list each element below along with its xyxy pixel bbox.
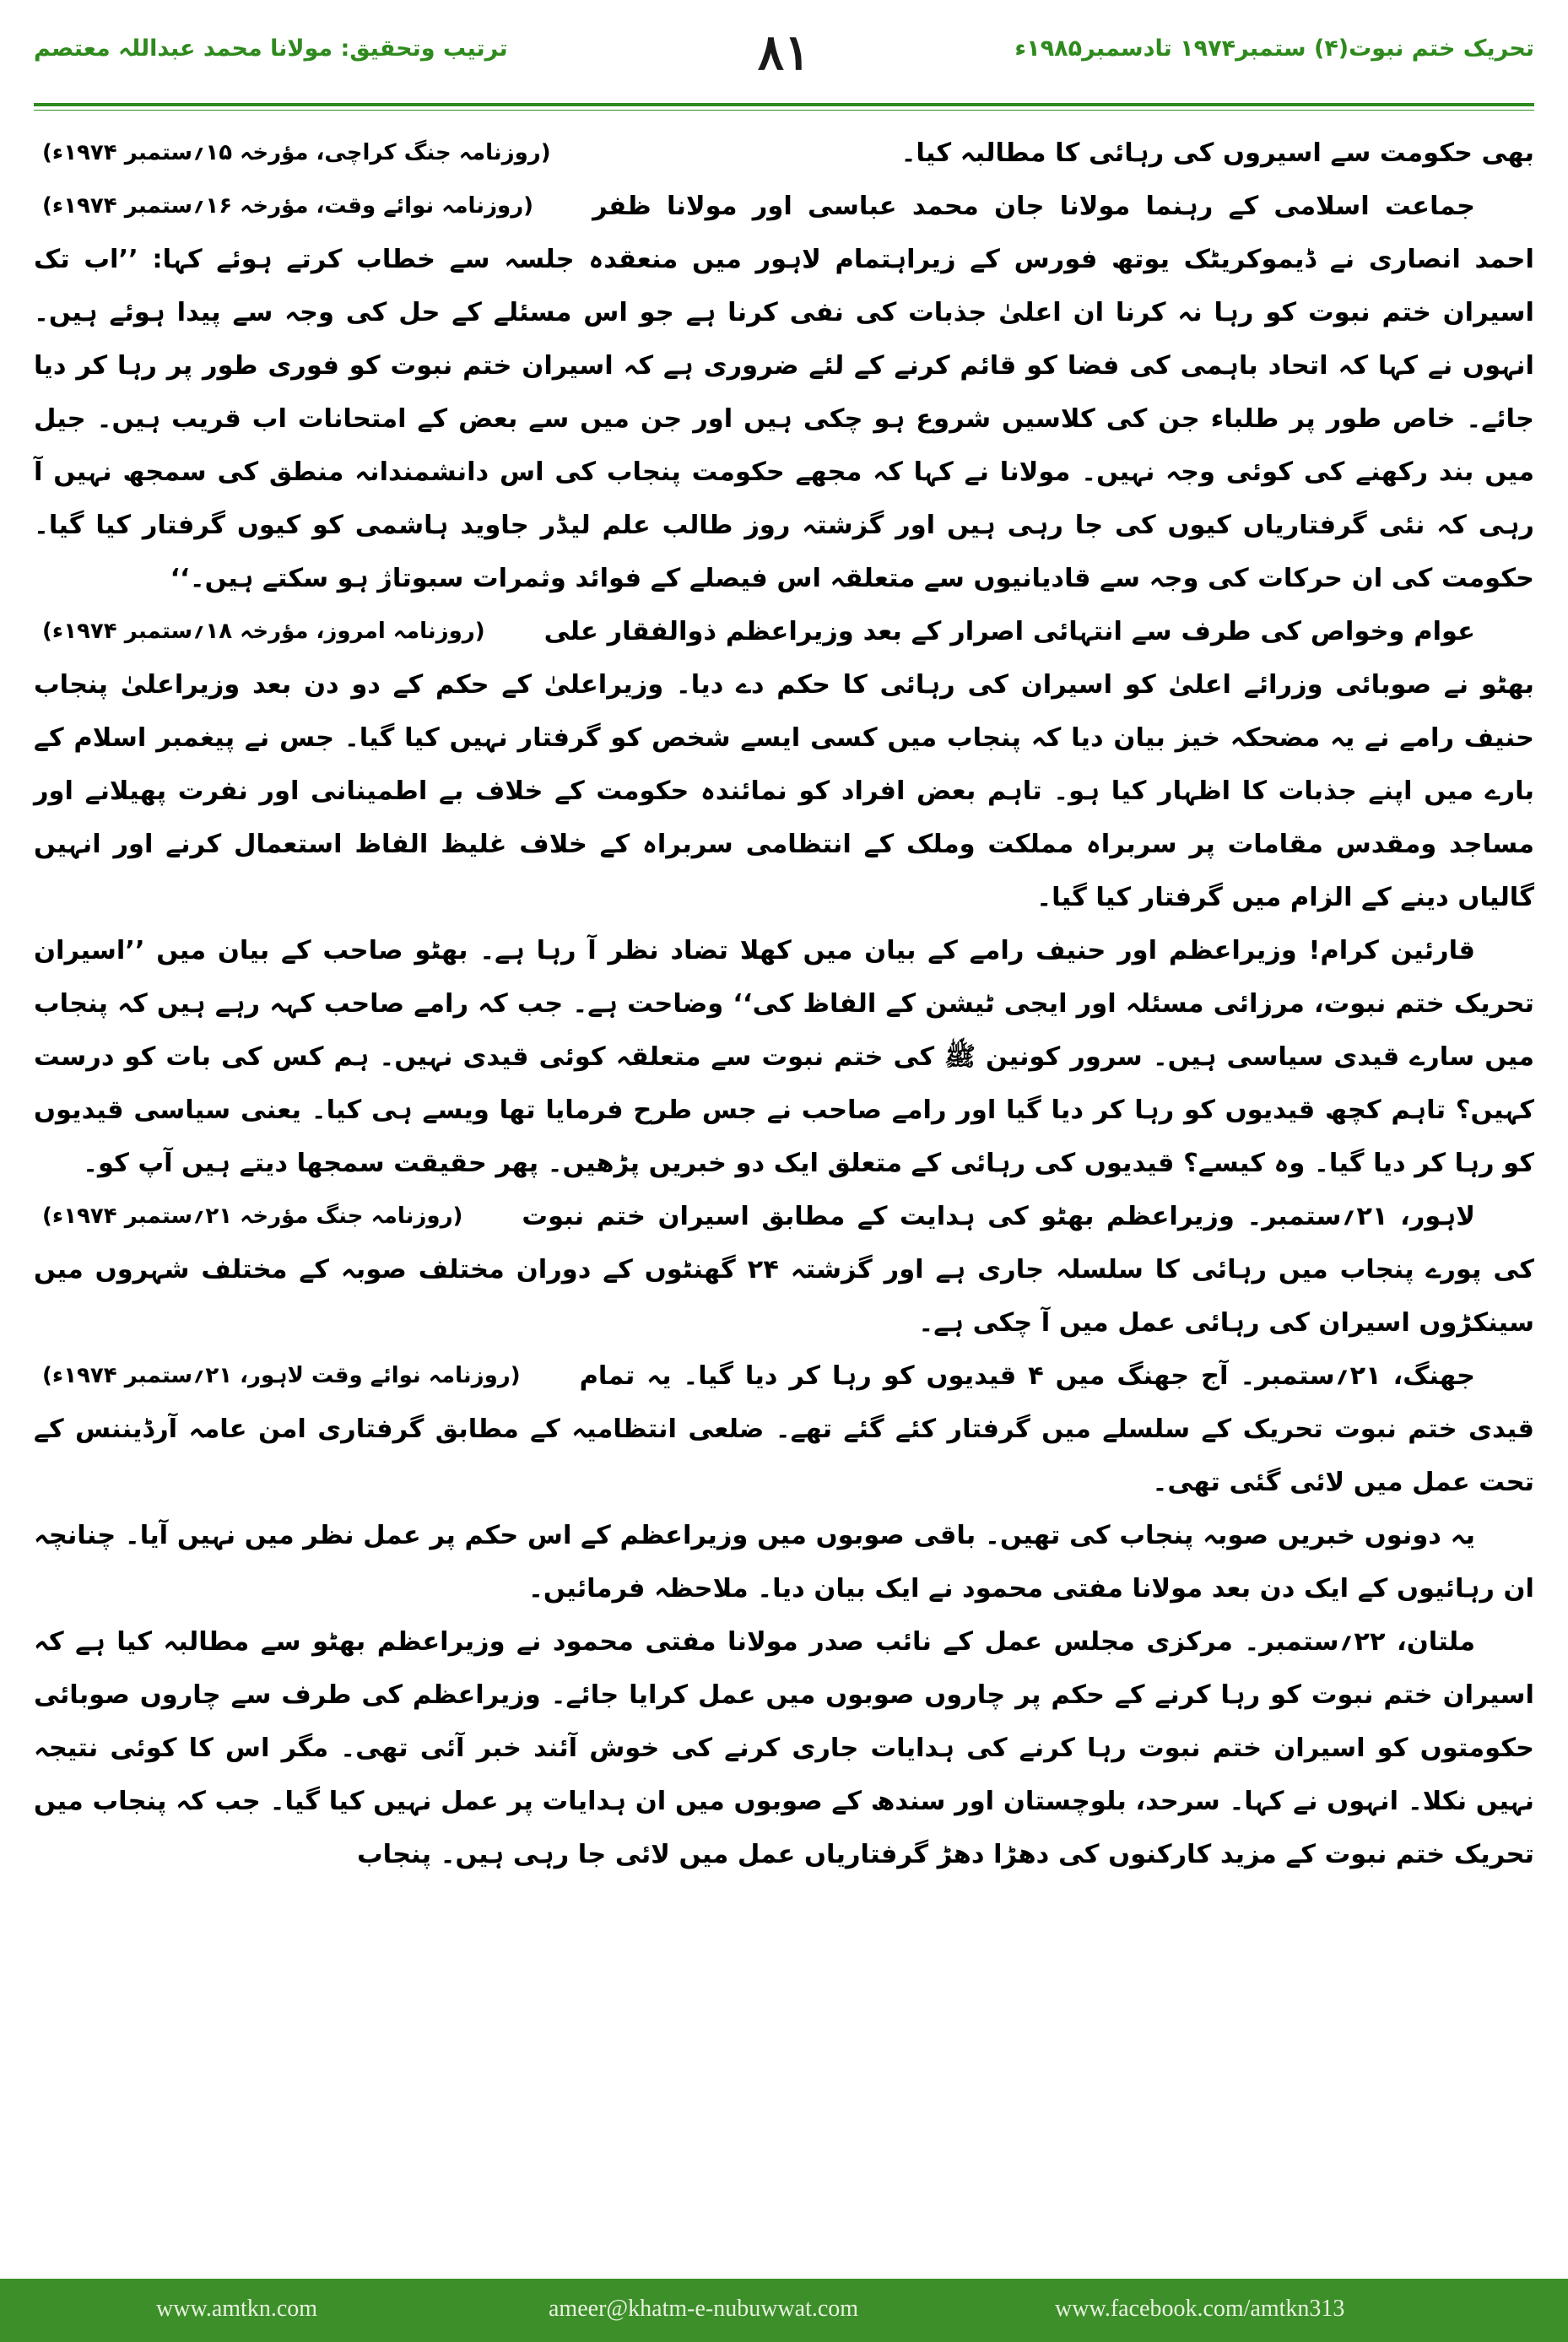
source-citation: (روزنامہ نوائے وقت لاہور، ۲۱؍ستمبر ۱۹۷۴ء) [42, 1363, 521, 1388]
page-number: ۸۱ [757, 24, 811, 81]
paragraph-text: جماعت اسلامی کے رہنما مولانا جان محمد عباسی اور مولانا ظفر احمد انصاری نے ڈیموکریٹک یوتھ فورس کے زیراہتمام لاہور میں منعقدہ جلسہ سے خطاب کرتے ہوئے کہا: ’’اب تک اسیران ختم نبوت کو رہا نہ کرنا ان اعلیٰ جذبات کی نفی کرنا ہے جو اس مسئلے کے حل کی وجہ سے پیدا ہوئے ہیں۔ انہوں نے کہا کہ اتحاد باہمی کی فضا کو قائم کرنے کے لئے ضروری ہے کہ اسیران ختم نبوت کو فوری طور پر رہا کر دیا جائے۔ خاص طور پر طلباء جن کی کلاسیں شروع ہو چکی ہیں اور جن میں سے بعض کے امتحانات اب قریب ہیں۔ جیل میں بند رکھنے کی کوئی وجہ نہیں۔ مولانا نے کہا کہ مجھے حکومت پنجاب کی اس دانشمندانہ منطق کی سمجھ نہیں آ رہی کہ نئی گرفتاریاں کیوں کی جا رہی ہیں اور گزشتہ روز طالب علم لیڈر جاوید ہاشمی کو کیوں گرفتار کیا گیا۔ حکومت کی ان حرکات کی وجہ سے قادیانیوں سے متعلقہ اس فیصلے کے فوائد وثمرات سبوتاژ ہو سکتے ہیں۔‘‘ [34, 192, 1534, 593]
paragraph-text: لاہور، ۲۱؍ستمبر۔ وزیراعظم بھٹو کی ہدایت کے مطابق اسیران ختم نبوت کی پورے پنجاب میں رہائی کا سلسلہ جاری ہے اور گزشتہ ۲۴ گھنٹوں کے دوران مختلف صوبہ کے مختلف شہروں میں سینکڑوں اسیران کی رہائی عمل میں آ چکی ہے۔ [34, 1202, 1534, 1338]
paragraph [34, 180, 1534, 605]
page-footer [0, 2279, 1568, 2342]
paragraph-text: یہ دونوں خبریں صوبہ پنجاب کی تھیں۔ باقی صوبوں میں وزیراعظم کے اس حکم پر عمل نظر میں نہیں آیا۔ چنانچہ ان رہائیوں کے ایک دن بعد مولانا مفتی محمود نے ایک بیان دیا۔ ملاحظہ فرمائیں۔ [34, 1521, 1534, 1604]
source-citation: (روزنامہ نوائے وقت، مؤرخہ ۱۶؍ستمبر ۱۹۷۴ء) [42, 193, 534, 219]
footer-facebook-link[interactable]: www.facebook.com/amtkn313 [1055, 2296, 1345, 2322]
paragraph-text: قارئین کرام! وزیراعظم اور حنیف رامے کے بیان میں کھلا تضاد نظر آ رہا ہے۔ بھٹو صاحب کے بیان میں ’’اسیران تحریک ختم نبوت، مرزائی مسئلہ اور ایجی ٹیشن کے الفاظ کی‘‘ وضاحت ہے۔ جب کہ رامے صاحب کہہ رہے ہیں کہ پنجاب میں سارے قیدی سیاسی ہیں۔ سرور کونین ﷺ کی ختم نبوت سے متعلقہ کوئی قیدی نہیں۔ ہم کس کی بات کو درست کہیں؟ تاہم کچھ قیدیوں کو رہا کر دیا گیا اور رامے صاحب نے جس طرح فرمایا تھا ویسے ہی کیا۔ یعنی سیاسی قیدیوں کو رہا کر دیا گیا۔ وہ کیسے؟ قیدیوں کی رہائی کے متعلق ایک دو خبریں پڑھیں۔ پھر حقیقت سمجھا دیتے ہیں آپ کو۔ [34, 936, 1534, 1178]
source-citation: (روزنامہ جنگ کراچی، مؤرخہ ۱۵؍ستمبر ۱۹۷۴ء) [42, 140, 551, 165]
source-citation: (روزنامہ امروز، مؤرخہ ۱۸؍ستمبر ۱۹۷۴ء) [42, 619, 485, 644]
header-divider [34, 103, 1534, 111]
paragraph [34, 127, 1534, 180]
paragraph [34, 1509, 1534, 1615]
footer-website-link[interactable]: www.amtkn.com [156, 2296, 318, 2322]
paragraph [34, 605, 1534, 924]
source-citation: (روزنامہ جنگ مؤرخہ ۲۱؍ستمبر ۱۹۷۴ء) [42, 1203, 463, 1229]
paragraph [34, 924, 1534, 1190]
paragraph [34, 1190, 1534, 1349]
paragraph [34, 1349, 1534, 1509]
book-title: تحریک ختم نبوت(۴) ستمبر۱۹۷۴ تادسمبر۱۹۸۵ء [1014, 35, 1534, 62]
footer-email-link[interactable]: ameer@khatm-e-nubuwwat.com [549, 2296, 859, 2322]
paragraph-text: عوام وخواص کی طرف سے انتہائی اصرار کے بعد وزیراعظم ذوالفقار علی بھٹو نے صوبائی وزرائے اعلیٰ کو اسیران کی رہائی کا حکم دے دیا۔ وزیراعلیٰ کے حکم کے دو دن بعد وزیراعلیٰ پنجاب حنیف رامے نے یہ مضحکہ خیز بیان دیا کہ پنجاب میں کسی ایسے شخص کو گرفتار نہیں کیا گیا۔ جس نے پیغمبر اسلام کے بارے میں اپنے جذبات کا اظہار کیا ہو۔ تاہم بعض افراد کو نمائندہ حکومت کے خلاف بے اطمینانی اور نفرت پھیلانے اور مساجد ومقدس مقامات پر سربراہ مملکت وملک کے انتظامی سربراہ کے خلاف غلیظ الفاظ استعمال کرنے اور انہیں گالیاں دینے کے الزام میں گرفتار کیا گیا۔ [34, 617, 1534, 912]
page-header [34, 25, 1534, 101]
author-credit: ترتیب وتحقیق: مولانا محمد عبداللہ معتصم [34, 35, 508, 62]
paragraph-text: بھی حکومت سے اسیروں کی رہائی کا مطالبہ کیا۔ [900, 138, 1534, 168]
paragraph [34, 1615, 1534, 1881]
article-body [34, 127, 1534, 2237]
paragraph-text: ملتان، ۲۲؍ستمبر۔ مرکزی مجلس عمل کے نائب صدر مولانا مفتی محمود نے وزیراعظم بھٹو سے مطالبہ کیا ہے کہ اسیران ختم نبوت کو رہا کرنے کے حکم پر چاروں صوبوں میں عمل کرایا جائے۔ وزیراعظم کی طرف سے چاروں صوبائی حکومتوں کو اسیران ختم نبوت رہا کرنے کی ہدایات جاری کرنے کی خوش آئند خبر آئی تھی۔ مگر اس کا کوئی نتیجہ نہیں نکلا۔ انہوں نے کہا۔ سرحد، بلوچستان اور سندھ کے صوبوں میں ان ہدایات پر عمل نہیں کیا گیا۔ جب کہ پنجاب میں تحریک ختم نبوت کے مزید کارکنوں کی دھڑا دھڑ گرفتاریاں عمل میں لائی جا رہی ہیں۔ پنجاب [34, 1627, 1534, 1869]
paragraph-text: جھنگ، ۲۱؍ستمبر۔ آج جھنگ میں ۴ قیدیوں کو رہا کر دیا گیا۔ یہ تمام قیدی ختم نبوت تحریک کے سلسلے میں گرفتار کئے گئے تھے۔ ضلعی انتظامیہ کے مطابق گرفتاری امن عامہ آرڈیننس کے تحت عمل میں لائی گئی تھی۔ [34, 1361, 1534, 1497]
